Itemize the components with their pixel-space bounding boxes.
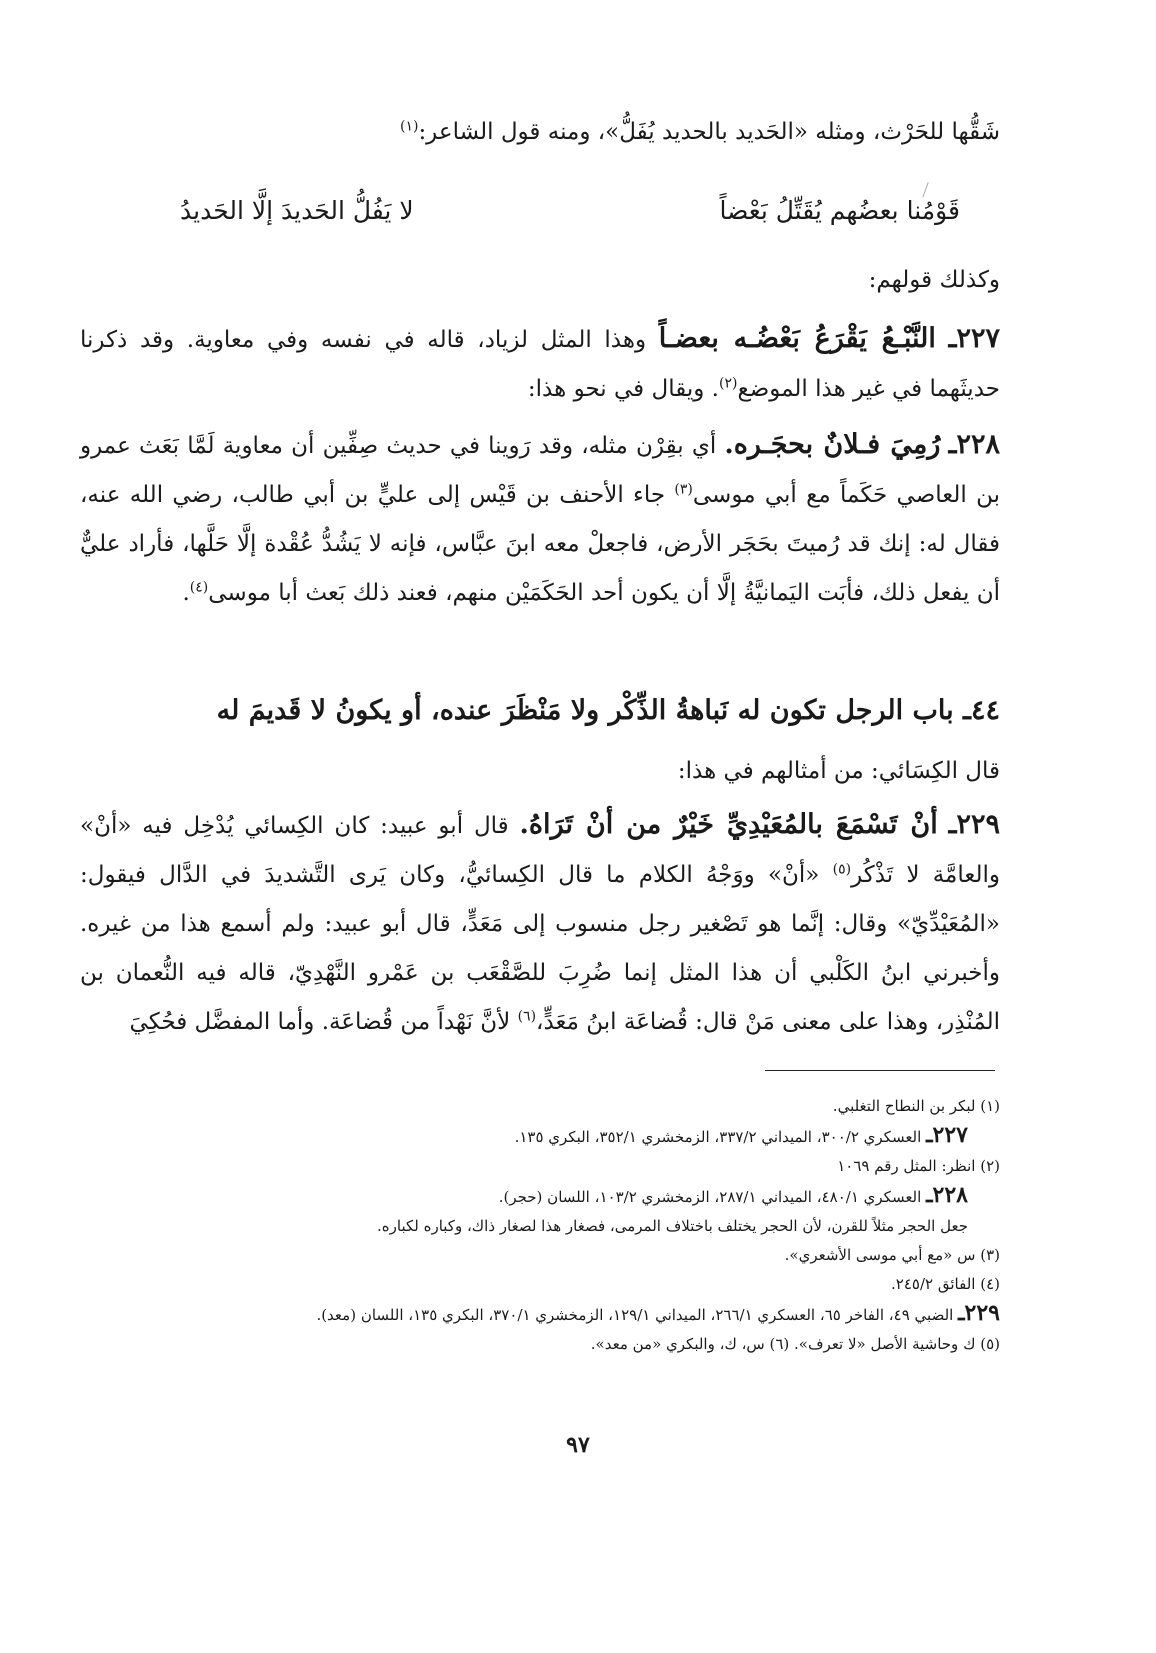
footnote-label: ٢٢٩ـ [958,1300,1000,1326]
entry-text: . [182,580,190,606]
footnote [80,1241,1000,1270]
footnote-marker: (٢) [718,375,738,392]
footnotes [80,1092,1000,1359]
footnote-text: العسكري ٣٠٠/٢، الميداني ٣٣٧/٢، الزمخشري ٣٥٢/١، البكري ١٣٥. [514,1128,922,1146]
footnote-label: ٢٢٧ـ [926,1122,968,1148]
footnote-label: (٥) [980,1335,1000,1353]
footnote-text: لبكر بن النطاح التغلبي. [832,1097,976,1115]
footnote-label: (٢) [980,1157,1000,1175]
lead-in-text: وكذلك قولهم: [868,267,1000,293]
entry-text: أي بقِرْن مثله، وقد رَوينا في حديث صِفِّين أن معاوية لَمَّا بَعَث عمرو بن العاصي حَكَماً مع أبي موسى [80,433,1000,508]
footnote-text: العسكري ٤٨٠/١، الميداني ٢٨٧/١، الزمخشري ١٠٣/٢، اللسان (حجر). [498,1188,922,1206]
entry-number: ٢٢٨ـ [948,429,1001,460]
footnote-label: (٣) [980,1246,1000,1264]
footnote [80,1152,1000,1181]
footnote-marker: (٤) [189,579,209,596]
footnote-label: ٢٢٨ـ [926,1182,968,1208]
top-line-text: شَقُّها للحَرْث، ومثله «الحَديد بالحديد يُفَلُّ»، ومنه قول الشاعر: [418,119,1000,145]
footnote-text: ك وحاشية الأصل «لا تعرف». (٦) س، ك، والبكري «من معد». [590,1335,976,1353]
footnote-continuation [80,1212,1000,1241]
footnote-marker: (٥) [832,861,852,878]
footnote-marker: (٦) [517,1008,537,1025]
footnote-reference [80,1299,1000,1330]
footnote-reference [80,1181,1000,1212]
footnote-label: (١) [980,1097,1000,1115]
footnote-marker: (٣) [674,481,693,498]
proverb-heading: رُمِيَ فـلانٌ بحجَـره. [724,429,941,460]
entry-text: وهذا المثل لزياد، قاله في نفسه وفي معاوية. وقد ذكرنا حديثَهما في غير هذا الموضع [80,327,1000,402]
footnote-text: انظر: المثل رقم ١٠٦٩ [837,1157,976,1175]
verse-first-hemistich: قَوْمُنا بعضُهم يُقَتِّلُ بَعْضاً [719,196,960,225]
entry-text: «أنْ» ووَجْهُ الكلام ما قال الكِسائيُّ، وكان يَرى التَّشديدَ في الدَّال فيقول: «المُعَيْدِّيّ» وقال: إنَّما هو تَصْغير رجل منسوب إلى مَعَدٍّ، قال أبو عبيد: ولم أسمع هذا من غيره. وأخبرني ابنُ الكَلْبي أن هذا المثل إنما ضُرِبَ للصَّقْعَب بن عَمْرو النَّهْدِيّ، قاله فيه النُّعمان بن المُنْذِر، وهذا على معنى مَنْ قال: قُضاعَة ابنُ مَعَدٍّ، [80,862,1000,1035]
entry-number: ٢٢٧ـ [948,323,1000,354]
kisai-line-text: قال الكِسَائي: من أمثالهم في هذا: [677,758,1000,784]
proverb-entry-227 [80,314,1000,414]
entry-text: . ويقال في نحو هذا: [527,376,719,402]
proverb-heading: النَّبْـعُ يَقْرَعُ بَعْضُـه بعضـاً [658,323,936,354]
entry-text: قال أبو عبيد: كان الكِسائي يُدْخِل فيه «أنْ» والعامَّة لا تَذْكُر [80,813,1000,888]
footnote-text: جعل الحجر مثلاً للقرن، لأن الحجر يختلف باختلاف المرمى، فصغار هذا لصغار ذاك، وكباره لكباره. [377,1217,968,1235]
entry-text: جاء الأحنف بن قَيْس إلى عليٍّ بن أبي طالب، رضي الله عنه، فقال له: إنك قد رُميتَ بحَجَر الأرض، فاجعلْ معه ابنَ عبَّاس، فإنه لا يَشُدُّ عُقْدة إلَّا حَلَّها، فأراد عليٌّ أن يفعل ذلك، فأبَت اليَمانيَّةُ إلَّا أن يكون أحد الحَكَمَيْن منهم، فعند ذلك بَعث أبا موسى [80,482,1000,606]
footnote-text: س «مع أبي موسى الأشعري». [784,1246,976,1264]
top-line [80,108,1000,157]
chapter-title: ٤٤ـ باب الرجل تكون له نَباهةُ الذِّكْر ولا مَنْظَرَ عنده، أو يكونُ لا قَديمَ له [216,695,1000,726]
footnote [80,1092,1000,1121]
kisai-line [80,747,1000,796]
footnote-divider [765,1070,995,1071]
entry-number: ٢٢٩ـ [948,809,1000,840]
footnote-text: الضبي ٤٩، الفاخر ٦٥، العسكري ٢٦٦/١، الميداني ١٢٩/١، الزمخشري ٣٧٠/١، البكري ١٣٥، اللسان (معد). [316,1306,954,1324]
poetry-verse [180,196,960,225]
footnote [80,1330,1000,1359]
footnote-text: الفائق ٢٤٥/٢. [891,1275,976,1293]
verse-second-hemistich: لا يَفُلُّ الحَديدَ إلَّا الحَديدُ [180,196,414,225]
proverb-entry-228 [80,420,1000,618]
proverb-heading: أنْ تَسْمَعَ بالمُعَيْدِيِّ خَيْرٌ من أنْ تَرَاهُ. [519,809,938,840]
proverb-entry-229 [80,800,1000,1047]
footnote-label: (٤) [980,1275,1000,1293]
entry-text: لأنَّ نَهْداً من قُضاعَة. وأما المفضَّل فحُكِيَ [129,1009,518,1035]
lead-in [80,256,1000,305]
page-number: ٩٧ [566,1432,590,1458]
footnote [80,1270,1000,1299]
footnote-marker: (١) [399,118,419,135]
footnote-reference [80,1121,1000,1152]
